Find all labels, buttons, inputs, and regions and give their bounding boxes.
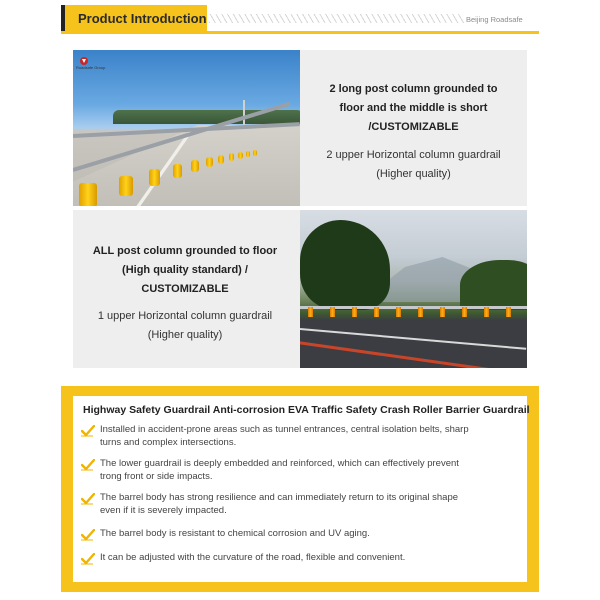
roller [396, 307, 401, 317]
roller [191, 160, 199, 172]
section-header [61, 5, 539, 35]
guardrail-photo-highway [73, 50, 300, 206]
roller [218, 155, 224, 164]
feature-text [100, 552, 520, 565]
panel1-body [300, 146, 527, 184]
roller [238, 152, 243, 159]
panel1-body-line: 2 upper Horizontal column guardrail [326, 149, 501, 161]
features-title: Highway Safety Guardrail Anti-corrosion EVA Traffic Safety Crash Roller Barrier Guardrail [83, 404, 530, 416]
guardrail-photo-mountain-road [300, 210, 527, 368]
check-icon [81, 425, 95, 437]
roller [206, 157, 213, 167]
features-card [73, 396, 530, 582]
feature-text-line: It can be adjusted with the curvature of the road, flexible and convenient. [100, 552, 406, 563]
brand-name: Beijing Roadsafe [466, 15, 523, 24]
feature-text [100, 424, 520, 449]
roller [173, 164, 182, 178]
feature-text-line: The barrel body is resistant to chemical corrosion and UV aging. [100, 528, 370, 539]
roller [352, 307, 357, 317]
roller [374, 307, 379, 317]
panel1-heading-line: floor and the middle is short [339, 102, 488, 114]
roller [119, 176, 133, 196]
feature-text-line: even if it is severely impacted. [100, 504, 227, 516]
roller [418, 307, 423, 317]
check-icon [81, 553, 95, 565]
panel1-body-line: (Higher quality) [376, 168, 451, 180]
feature-text-line: The lower guardrail is deeply embedded and reinforced, which can effectively prevent [100, 458, 459, 469]
check-icon [81, 493, 95, 505]
panel1-heading-line: /CUSTOMIZABLE [368, 121, 459, 133]
roller-barrier [77, 138, 277, 188]
feature-text [100, 458, 520, 483]
logo-text: Roadsafe Group [76, 65, 106, 70]
panel2-heading-line: CUSTOMIZABLE [141, 283, 229, 295]
tree-line [113, 110, 300, 124]
panel2-heading-line: (High quality standard) / [122, 264, 248, 276]
panel2-body-line: 1 upper Horizontal column guardrail [97, 310, 273, 322]
roller [149, 169, 160, 186]
roller [253, 150, 257, 156]
panel1-heading [300, 80, 527, 137]
roller [79, 183, 97, 206]
tree [300, 220, 390, 310]
roller [229, 153, 234, 161]
feature-text-line: turns and complex intersections. [100, 436, 237, 448]
roller [308, 307, 313, 317]
features-box [61, 386, 539, 592]
decorative-stripes [209, 14, 464, 23]
feature-text-line: The barrel body has strong resilience and can immediately return to its original shape [100, 492, 459, 503]
panel1-heading-line: 2 long post column grounded to [329, 83, 498, 95]
tree [460, 260, 527, 310]
panel2-heading [65, 242, 305, 299]
section-title-box [61, 5, 207, 32]
roller [330, 307, 335, 317]
feature-text [100, 492, 520, 517]
panel2-body [65, 307, 305, 345]
feature-text-line: Installed in accident-prone areas such as tunnel entrances, central isolation belts, sharp [100, 424, 469, 435]
roller [506, 307, 511, 317]
panel2-heading-line: ALL post column grounded to floor [92, 245, 278, 257]
roller [440, 307, 445, 317]
roller [246, 151, 250, 157]
roller [462, 307, 467, 317]
header-underline [61, 31, 539, 34]
panel2-body-line: (Higher quality) [147, 329, 223, 341]
description-panel-2 [73, 210, 300, 368]
check-icon [81, 459, 95, 471]
check-icon [81, 529, 95, 541]
roller [484, 307, 489, 317]
feature-text-line: trong front or side impacts. [100, 470, 213, 482]
section-title: Product Introduction [78, 11, 207, 26]
feature-text [100, 528, 520, 541]
description-panel-1 [300, 50, 527, 206]
